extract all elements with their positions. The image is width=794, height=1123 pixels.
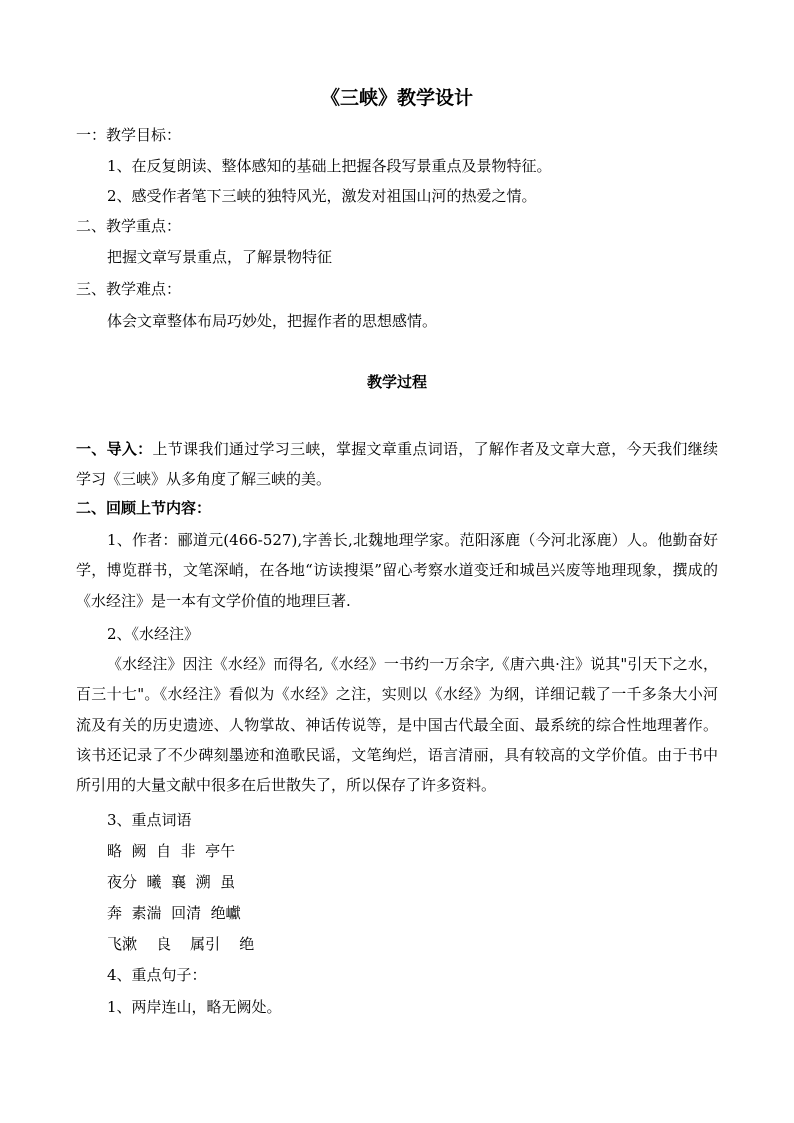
key-points-heading: 二、教学重点：	[76, 217, 182, 235]
intro-paragraph	[76, 434, 718, 495]
words-line-2: 夜分 曦 襄 溯 虽	[107, 873, 236, 891]
objective-item-1: 1、在反复朗读、整体感知的基础上把握各段写景重点及景物特征。	[107, 157, 552, 175]
intro-label: 一、导入：	[76, 440, 153, 458]
book-paragraph: 《水经注》因注《水经》而得名,《水经》一书约一万余字,《唐六典·注》说其"引天下之水，百三十七"。《水经注》看似为《水经》之注，实则以《水经》为纲，详细记载了一千多条大小河流及有关的历史遗迹、人物掌故、神话传说等，是中国古代最全面、最系统的综合性地理著作。该书还记录了不少碑刻墨迹和渔歌民谣，文笔绚烂，语言清丽，具有较高的文学价值。由于书中所引用的大量文献中很多在后世散失了，所以保存了许多资料。	[76, 655, 718, 795]
key-points-text: 把握文章写景重点，了解景物特征	[107, 248, 333, 266]
words-line-4: 飞漱 良 属引 绝	[107, 935, 255, 953]
process-heading: 教学过程	[366, 373, 427, 391]
author-paragraph: 1、作者：郦道元(466-527),字善长,北魏地理学家。范阳涿鹿（今河北涿鹿）人。他勤奋好学，博览群书，文笔深峭，在各地“访读搜渠”留心考察水道变迁和城邑兴废等地理现象，撰成的《水经注》是一本有文学价值的地理巨著.	[76, 531, 718, 610]
sentences-heading: 4、重点句子：	[107, 966, 207, 984]
document-title: 《三峡》教学设计	[320, 87, 473, 109]
objectives-heading: 一：教学目标：	[76, 126, 182, 144]
words-heading: 3、重点词语	[107, 811, 192, 829]
sentence-1: 1、两岸连山，略无阙处。	[107, 998, 282, 1016]
words-line-3: 奔 素湍 回清 绝巘	[107, 904, 241, 922]
book-heading: 2、《水经注》	[107, 625, 200, 643]
difficulties-heading: 三、教学难点：	[76, 280, 182, 298]
review-heading: 二、回顾上节内容：	[76, 499, 212, 517]
objective-item-2: 2、感受作者笔下三峡的独特风光，激发对祖国山河的热爱之情。	[107, 187, 537, 205]
words-line-1: 略 阙 自 非 亭午	[107, 842, 236, 860]
intro-text: 上节课我们通过学习三峡，掌握文章重点词语，了解作者及文章大意，今天我们继续学习《三峡》从多角度了解三峡的美。	[76, 440, 718, 489]
difficulties-text: 体会文章整体布局巧妙处，把握作者的思想感情。	[107, 312, 438, 330]
